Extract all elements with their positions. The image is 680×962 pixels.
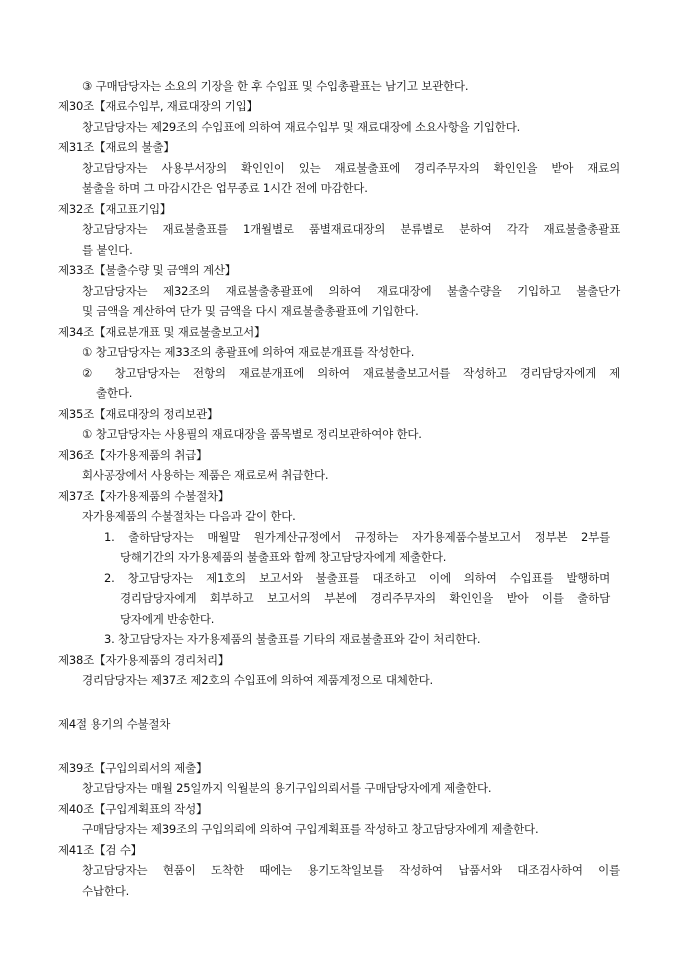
article-37-item-2-line-2: 경리담당자에게 회부하고 보고서의 부본에 경리주무자의 확인인을 받아 이를 출하담: [120, 591, 610, 605]
article-34-item-1: ① 창고담당자는 제33조의 총괄표에 의하여 재료분개표를 작성한다.: [82, 345, 415, 359]
article-33-body-line-2: 및 금액을 계산하여 단가 및 금액을 다시 재료불출총괄표에 기입한다.: [82, 304, 419, 318]
article-35-heading: 제35조【재료대장의 정리보관】: [58, 407, 219, 421]
article-35-item-1: ① 창고담당자는 사용필의 재료대장을 품목별로 정리보관하여야 한다.: [82, 427, 422, 441]
article-39-body: 창고담당자는 매월 25일까지 익월분의 용기구입의뢰서를 구매담당자에게 제출한다.: [82, 781, 492, 795]
article-33-body-line-1: 창고담당자는 제32조의 재료불출총괄표에 의하여 재료대장에 불출수량을 기입하고 불출단가: [82, 284, 620, 298]
article-40-heading: 제40조【구입계획표의 작성】: [58, 802, 208, 816]
article-38-heading: 제38조【자가용제품의 경리처리】: [58, 653, 230, 667]
article-39-heading: 제39조【구입의뢰서의 제출】: [58, 761, 208, 775]
article-36-body: 회사공장에서 사용하는 제품은 재료로써 취급한다.: [82, 468, 329, 482]
article-37-heading: 제37조【자가용제품의 수불절차】: [58, 489, 230, 503]
article-37-item-3: 3. 창고담당자는 자가용제품의 불출표를 기타의 재료불출표와 같이 처리한다.: [104, 632, 481, 646]
article-37-item-1-line-1: 1. 출하담당자는 매월말 원가계산규정에서 규정하는 자가용제품수불보고서 정부본 2부를: [104, 530, 610, 544]
article-41-heading: 제41조【검 수】: [58, 843, 142, 857]
article-33-heading: 제33조【불출수량 및 금액의 계산】: [58, 263, 237, 277]
article-31-heading: 제31조【재료의 불출】: [58, 140, 175, 154]
article-38-body: 경리담당자는 제37조 제2호의 수입표에 의하여 제품계정으로 대체한다.: [82, 673, 433, 687]
article-31-body-line-2: 불출을 하며 그 마감시간은 업무종료 1시간 전에 마감한다.: [82, 181, 368, 195]
article-30-body: 창고담당자는 제29조의 수입표에 의하여 재료수입부 및 재료대장에 소요사항을 기입한다.: [82, 120, 521, 134]
article-36-heading: 제36조【자가용제품의 취급】: [58, 448, 208, 462]
article-32-body-line-2: 를 붙인다.: [82, 243, 133, 257]
article-32-body-line-1: 창고담당자는 재료불출표를 1개월별로 품별재료대장의 분류별로 분하여 각각 재료불출총괄표: [82, 222, 620, 236]
section-4-heading: 제4절 용기의 수불절차: [58, 717, 171, 731]
article-37-item-2-line-3: 당자에게 반송한다.: [120, 612, 215, 626]
clause-29-item-3: ③ 구매담당자는 소요의 기장을 한 후 수입표 및 수입총괄표는 남기고 보관한다.: [82, 79, 469, 93]
article-41-body-line-1: 창고담당자는 현품이 도착한 때에는 용기도착일보를 작성하여 납품서와 대조검사하여 이를: [82, 863, 620, 877]
article-37-item-1-line-2: 당해기간의 자가용제품의 불출표와 함께 창고담당자에게 제출한다.: [120, 550, 447, 564]
article-41-body-line-2: 수납한다.: [82, 884, 130, 898]
article-37-item-2-line-1: 2. 창고담당자는 제1호의 보고서와 불출표를 대조하고 이에 의하여 수입표를 발행하며: [104, 571, 610, 585]
article-34-item-2-line-1: ② 창고담당자는 전항의 재료분개표에 의하여 재료불출보고서를 작성하고 경리담당자에게 제: [82, 366, 620, 380]
article-30-heading: 제30조【재료수입부, 재료대장의 기입】: [58, 99, 258, 113]
article-34-heading: 제34조【재료분개표 및 재료불출보고서】: [58, 325, 266, 339]
article-40-body: 구매담당자는 제39조의 구입의뢰에 의하여 구입계획표를 작성하고 창고담당자에게 제출한다.: [82, 822, 539, 836]
article-32-heading: 제32조【재고표기입】: [58, 202, 172, 216]
article-34-item-2-line-2: 출한다.: [96, 386, 133, 400]
article-37-body: 자가용제품의 수불절차는 다음과 같이 한다.: [82, 509, 296, 523]
article-31-body-line-1: 창고담당자는 사용부서장의 확인인이 있는 재료불출표에 경리주무자의 확인인을 받아 재료의: [82, 161, 620, 175]
